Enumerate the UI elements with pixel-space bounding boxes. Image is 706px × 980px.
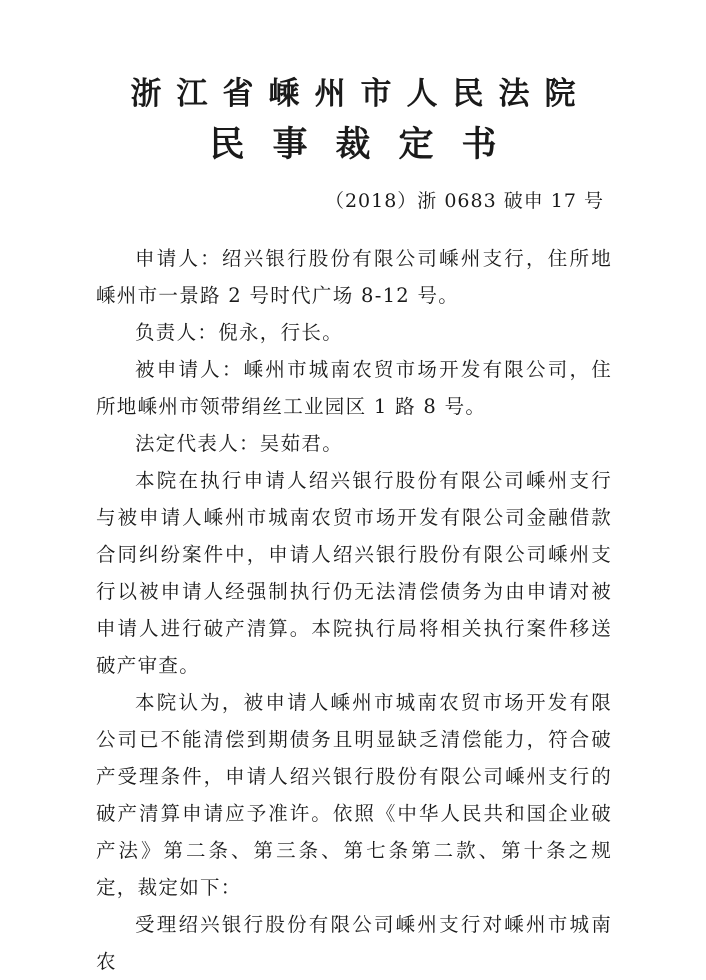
document-body	[96, 240, 612, 980]
paragraph-legal-representative: 法定代表人：吴茹君。	[135, 432, 344, 455]
court-name: 浙江省嵊州市人民法院	[130, 76, 591, 112]
paragraph-case-background: 本院在执行申请人绍兴银行股份有限公司嵊州支行与被申请人嵊州市城南农贸市场开发有限公司金融借款合同纠纷案件中，申请人绍兴银行股份有限公司嵊州支行以被申请人经强制执行仍无法清偿债务为由申请对被申请人进行破产清算。本院执行局将相关执行案件移送破产审查。	[96, 469, 612, 677]
document-title: 民事裁定书	[209, 124, 525, 165]
paragraph-applicant: 申请人：绍兴银行股份有限公司嵊州支行，住所地嵊州市一景路 2 号时代广场 8-12 号。	[96, 247, 612, 307]
paragraph-court-opinion: 本院认为，被申请人嵊州市城南农贸市场开发有限公司已不能清偿到期债务且明显缺乏清偿能力，符合破产受理条件，申请人绍兴银行股份有限公司嵊州支行的破产清算申请应予准许。依照《中华人民共和国企业破产法》第二条、第三条、第七条第二款、第十条之规定，裁定如下：	[96, 691, 612, 899]
paragraph-responsible-person: 负责人：倪永，行长。	[135, 321, 344, 344]
paragraph-ruling: 受理绍兴银行股份有限公司嵊州支行对嵊州市城南农	[96, 913, 612, 973]
case-number: （2018）浙 0683 破申 17 号	[324, 190, 604, 212]
paragraph-respondent: 被申请人：嵊州市城南农贸市场开发有限公司，住所地嵊州市领带绢丝工业园区 1 路 8 号。	[96, 358, 612, 418]
